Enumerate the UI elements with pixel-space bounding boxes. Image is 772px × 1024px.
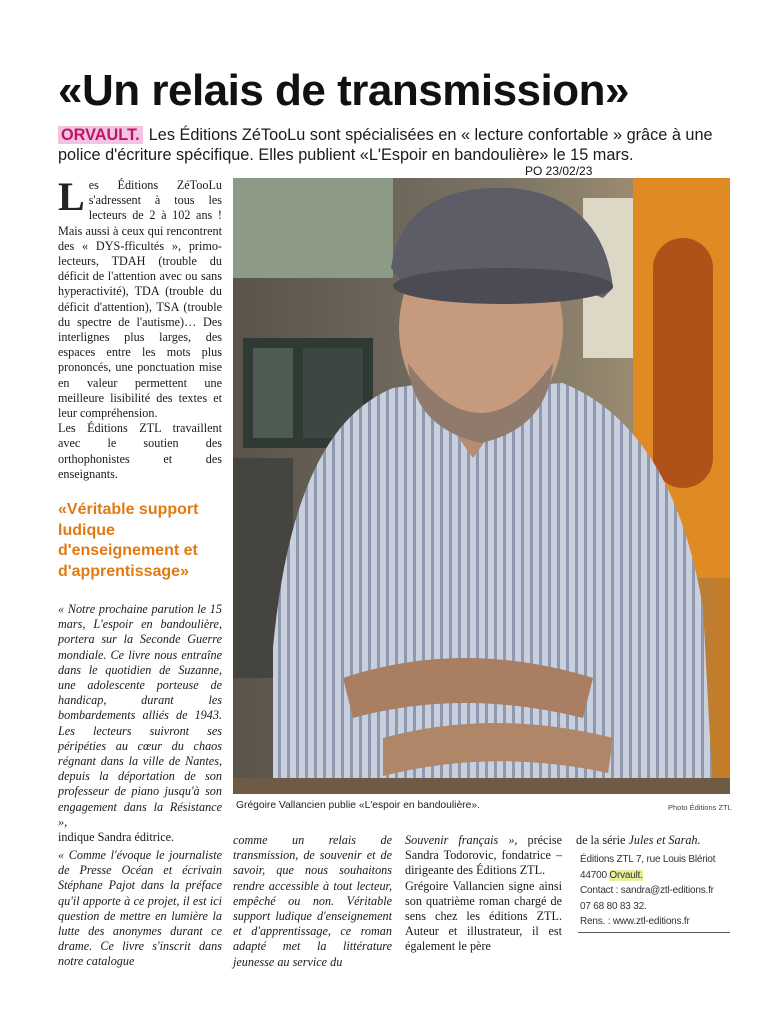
column-2 xyxy=(233,833,392,970)
website-line: Rens. : www.ztl-editions.fr xyxy=(580,916,690,927)
column-1 xyxy=(58,174,222,482)
photo-credit: Photo Éditions ZTL xyxy=(668,803,732,812)
email-line: Contact : sandra@ztl-editions.fr xyxy=(580,885,714,896)
author-photo xyxy=(233,178,730,794)
location-tag: ORVAULT. xyxy=(58,126,143,144)
quote-attribution: indique Sandra éditrice. xyxy=(58,830,175,845)
address-line: Éditions ZTL 7, rue Louis Blériot xyxy=(580,854,716,865)
column-4 xyxy=(576,833,732,848)
quote-paragraph-3: comme un relais de transmission, de souvenir et de savoir, que nous souhaitons rendre accessible à tout lecteur, empêché ou non. Véritable support ludique d'enseignement et d'apprentissage, ce roman adapté met la littérature jeunesse au service du xyxy=(233,833,392,969)
date-stamp: PO 23/02/23 xyxy=(525,164,593,178)
quote-end: Souvenir français », xyxy=(405,833,518,847)
author-paragraph: Grégoire Vallancien signe ainsi son quatrième roman chargé de sens chez les éditions ZTL. Auteur et illustrateur, il est également le père xyxy=(405,878,562,954)
contact-box xyxy=(580,852,732,930)
intro-paragraph-2: Les Éditions ZTL travaillent avec le soutien des orthophonistes et des enseignants. xyxy=(58,421,222,481)
headline: «Un relais de transmission» xyxy=(58,66,629,115)
lede-text: Les Éditions ZéTooLu sont spécialisées en « lecture confortable » grâce à une police d'écriture spécifique. Elles publient «L'Espoir en bandoulière» le 15 mars. xyxy=(58,126,713,164)
column-3 xyxy=(405,833,562,955)
attribution: précise Sandra Todorovic, fondatrice – dirigeante des Éditions ZTL. xyxy=(405,833,563,878)
column-1-bottom xyxy=(58,848,222,970)
postcode: 44700 xyxy=(580,869,607,881)
quote-paragraph-2: « Comme l'évoque le journaliste de Presse Océan et écrivain Stéphane Pajot dans la préface qu'il apporte à ce projet, il est ici question de mettre en lumière la lutte des anonymes durant ce drame. Ce livre s'inscrit dans notre catalogue xyxy=(58,848,222,969)
city: Orvault. xyxy=(609,869,643,881)
intro-paragraph: es Éditions ZéTooLu s'adressent à tous les lecteurs de 2 à 102 ans ! Mais aussi à ceux qui rencontrent des « DYS-fficultés », primo-lecteurs, TDAH (trouble du déficit de l'attention avec ou sans hyperactivité), TDA (trouble du déficit d'attention), TSA (trouble du spectre de l'autisme)… Des interlignes plus larges, des espaces entre les mots plus prononcés, une ponctuation mise en valeur permettent une meilleure lisibilité des textes et leur compréhension. xyxy=(58,178,222,421)
drop-cap: L xyxy=(58,174,85,219)
pull-quote: «Véritable support ludique d'enseignement et d'apprentissage» xyxy=(58,501,199,580)
column-1-quote xyxy=(58,602,222,845)
quote-paragraph: « Notre prochaine parution le 15 mars, L'espoir en bandoulière, portera sur la Seconde Guerre mondiale. Ce livre nous entraîne dans le quotidien de Suzanne, une adolescente porteuse de handicap, durant les bombardements alliés de 1943. Les lecteurs suivront ses péripéties au cœur du chaos régnant dans la ville de Nantes, depuis la déportation de son professeur de piano jusqu'à son engagement dans la Résistance », xyxy=(58,602,222,829)
photo-caption: Grégoire Vallancien publie «L'espoir en bandoulière». xyxy=(236,800,480,811)
series-title: Jules et Sarah. xyxy=(628,833,701,847)
phone-line: 07 68 80 83 32. xyxy=(580,900,647,912)
contact-rule xyxy=(578,932,730,933)
series-prefix: de la série xyxy=(576,833,626,847)
city-line xyxy=(580,868,732,884)
lede xyxy=(58,125,738,165)
